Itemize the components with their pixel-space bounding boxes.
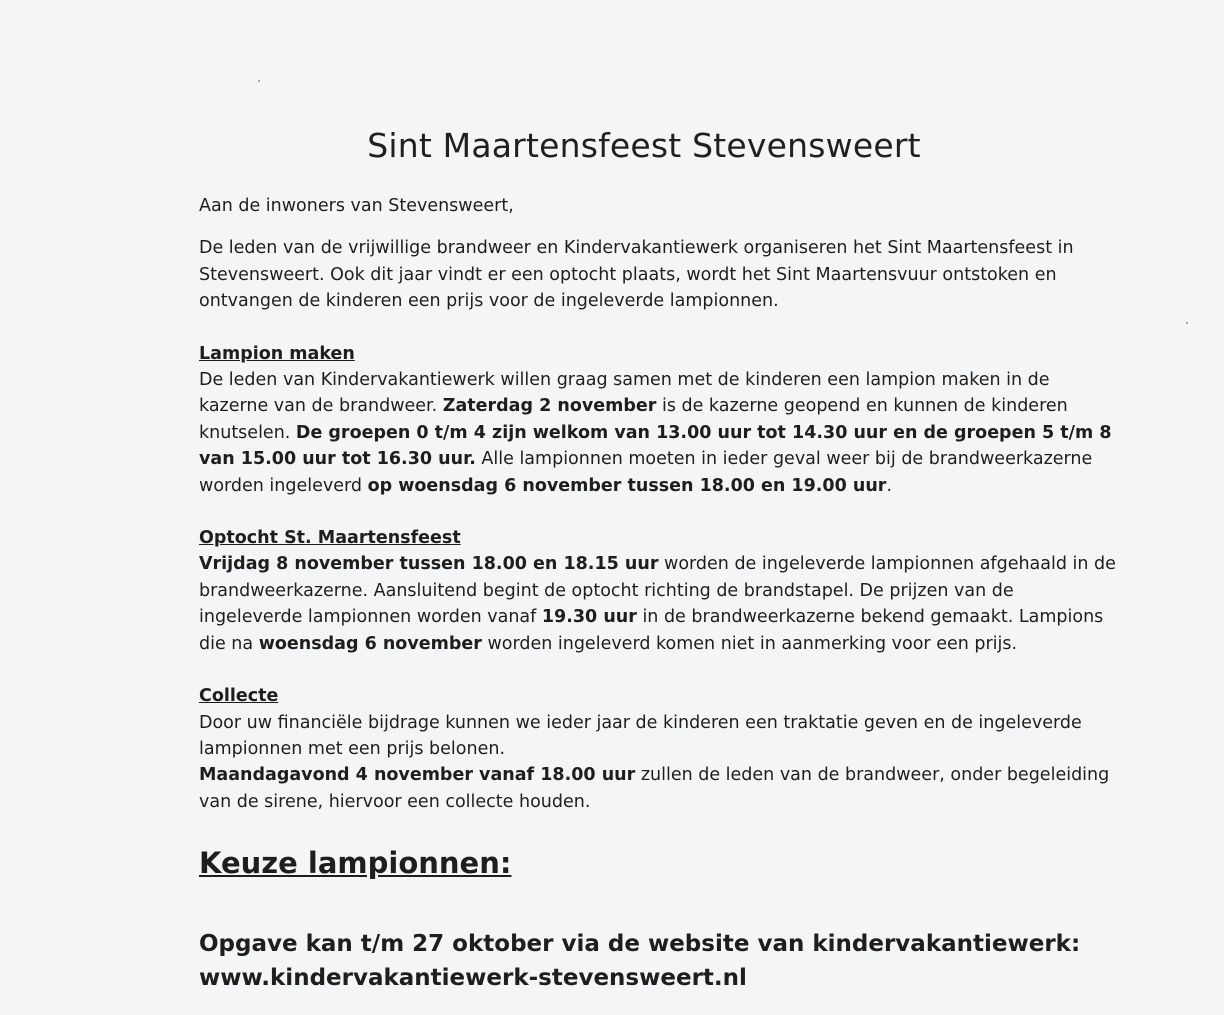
lampion-groups-times: De groepen 0 t/m 4 zijn welkom van 13.00 uur tot 14.30 uur en de groepen 5 t/m 8 van 15.00 uur tot 16.30 uur.	[199, 422, 1112, 470]
section-collecte	[199, 683, 1119, 815]
collecte-text-1: Door uw financiële bijdrage kunnen we ieder jaar de kinderen een traktatie geven en de ingeleverde lampionnen met een prijs belonen.	[199, 712, 1082, 759]
optocht-text-1: worden de ingeleverde lampionnen afgehaald in de brandweerkazerne. Aansluitend begint de optocht richting de brandstapel. De prijzen van de ingeleverde lampionnen worden vanaf	[199, 554, 1116, 628]
optocht-paragraph	[199, 551, 1119, 657]
opgave-block	[199, 927, 1080, 995]
section-heading-lampion: Lampion maken	[199, 343, 355, 364]
lampion-deadline: op woensdag 6 november tussen 18.00 en 19.00 uur	[367, 475, 887, 496]
lampion-text-3: Alle lampionnen moeten in ieder geval weer bij de brandweerkazerne worden ingeleverd	[199, 449, 1093, 496]
scan-speck	[258, 80, 260, 82]
intro-paragraph: De leden van de vrijwillige brandweer en Kindervakantiewerk organiseren het Sint Maartensfeest in Stevensweert. Ook dit jaar vindt er een optocht plaats, wordt het Sint Maartensvuur ontstoken en ontvangen de kinderen een prijs voor de ingeleverde lampionnen.	[199, 238, 1074, 312]
keuze-heading: Keuze lampionnen:	[199, 846, 512, 880]
opgave-line: Opgave kan t/m 27 oktober via de website van kindervakantiewerk:	[199, 931, 1081, 957]
collecte-paragraph-2	[199, 762, 1119, 815]
collecte-date: Maandagavond 4 november vanaf 18.00 uur	[199, 765, 636, 786]
scan-speck	[1186, 322, 1188, 324]
optocht-time: 19.30 uur	[541, 607, 637, 628]
lampion-text-1: De leden van Kindervakantiewerk willen graag samen met de kinderen een lampion maken in de kazerne van de brandweer.	[199, 370, 1050, 417]
lampion-paragraph	[199, 367, 1119, 499]
optocht-date: Vrijdag 8 november tussen 18.00 en 18.15 uur	[199, 554, 659, 575]
collecte-text-2: zullen de leden van de brandweer, onder begeleiding van de sirene, hiervoor een collecte houden.	[199, 765, 1110, 812]
lampion-date: Zaterdag 2 november	[442, 396, 657, 417]
section-heading-collecte: Collecte	[199, 686, 279, 707]
optocht-deadline: woensdag 6 november	[258, 633, 482, 654]
lampion-text-4: .	[886, 475, 893, 496]
section-lampion	[199, 341, 1119, 499]
optocht-text-3: worden ingeleverd komen niet in aanmerking voor een prijs.	[481, 633, 1018, 654]
section-optocht	[199, 525, 1119, 657]
salutation: Aan de inwoners van Stevensweert,	[199, 196, 514, 216]
optocht-text-2: in de brandweerkazerne bekend gemaakt. Lampions die na	[199, 607, 1104, 654]
letter-body	[199, 193, 1119, 841]
section-heading-optocht: Optocht St. Maartensfeest	[199, 528, 461, 549]
lampion-text-2: is de kazerne geopend en kunnen de kinderen knutselen.	[199, 396, 1068, 443]
document-title: Sint Maartensfeest Stevensweert	[367, 126, 921, 165]
website-url: www.kindervakantiewerk-stevensweert.nl	[199, 965, 747, 991]
